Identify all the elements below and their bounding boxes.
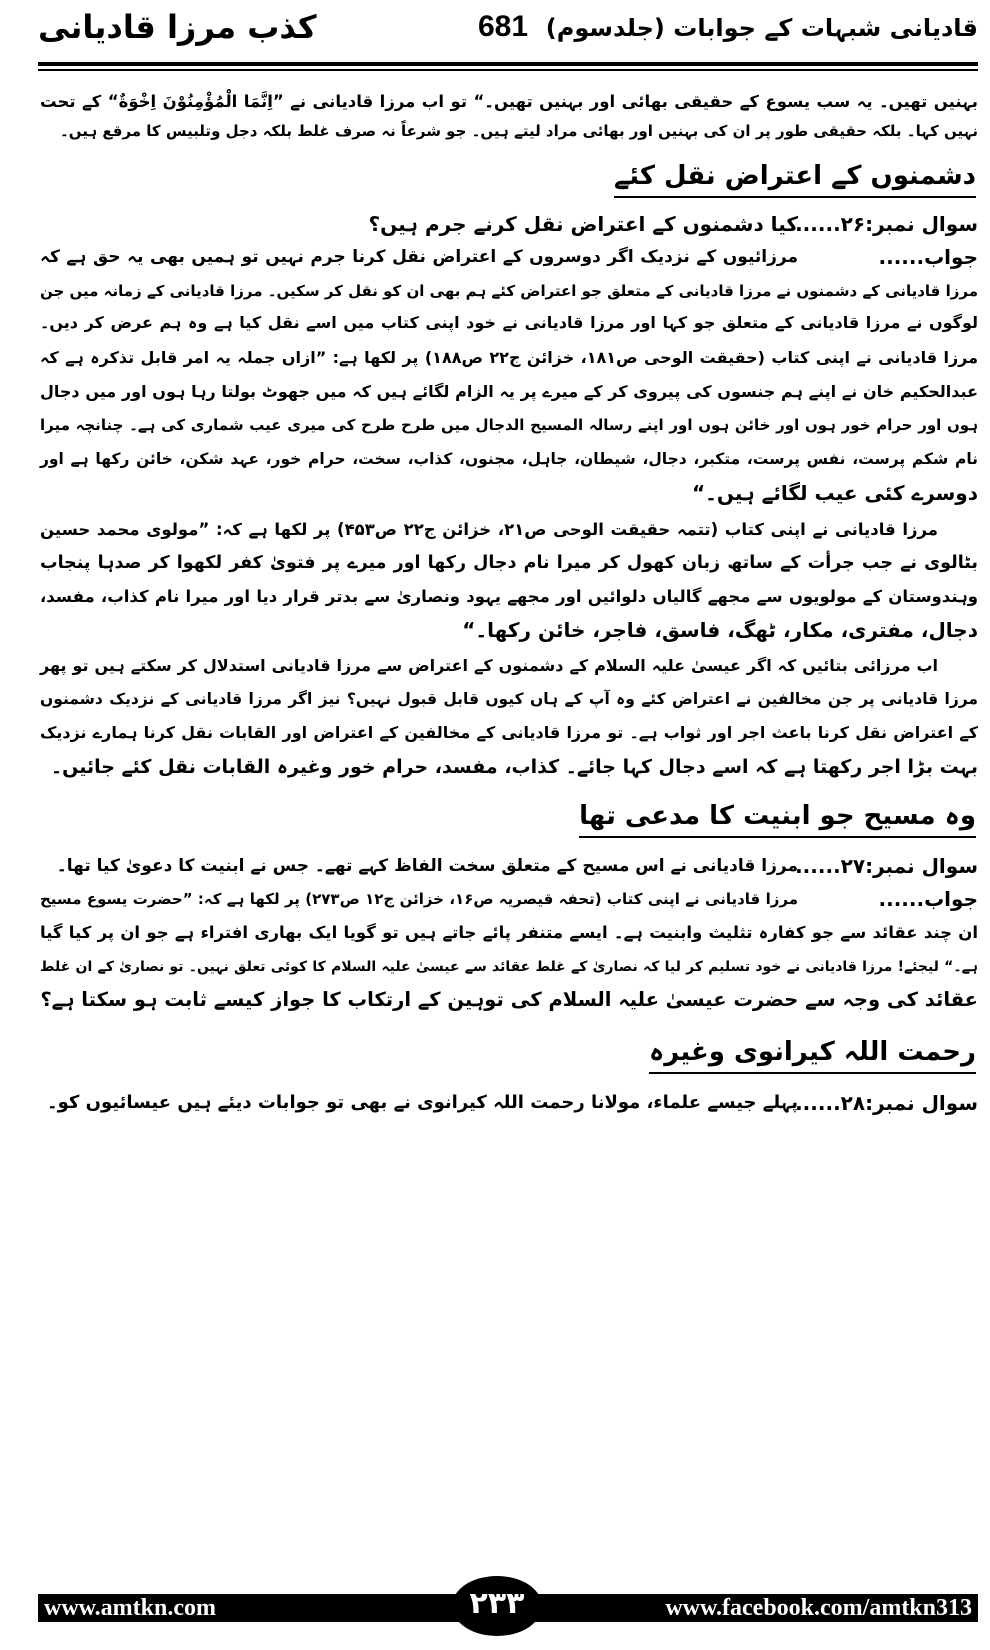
text-line: مرزا قادیانی کے دشمنوں نے مرزا قادیانی کے متعلق جو اعتراض کئے ہم بھی ان کو نقل کر سکیں۔ مرزا قادیانی کے زمانہ میں جن xyxy=(40,282,978,300)
book-title: قادیانی شبہات کے جوابات (جلدسوم) xyxy=(545,14,978,42)
section-heading: وہ مسیح جو ابنیت کا مدعی تھا xyxy=(579,796,976,838)
footer-page-number: ۲۳۳ xyxy=(452,1576,542,1636)
answer-label: جواب...... xyxy=(878,245,978,269)
page-number: 681 xyxy=(478,10,529,43)
answer-26 xyxy=(40,240,978,274)
text-line: اب مرزائی بتائیں کہ اگر عیسیٰ علیہ السلام کے دشمنوں کے اعتراض سے مرزا قادیانی استدلال کر سکتے ہیں تو پھر xyxy=(40,656,938,675)
answer-text: مرزا قادیانی نے اپنی کتاب (تحفہ قیصریہ ص۱۶، خزائن ج۱۲ ص۲۷۳) پر لکھا ہے کہ: ”حضرت یسوع مسیح xyxy=(40,890,798,908)
text-line: عبدالحکیم خان نے اپنے ہم جنسوں کی پیروی کر کے میرے پر یہ الزام لگائے ہیں کہ میں جھوٹ بولتا رہا ہوں اور میں دجال xyxy=(40,382,978,401)
text-line: ہے۔“ لیجئے! مرزا قادیانی نے خود تسلیم کر لیا کہ نصاریٰ کے غلط عقائد سے عیسیٰ علیہ السلام کا کوئی تعلق نہیں۔ تو نصاریٰ کے ان غلط xyxy=(40,959,978,975)
question-26 xyxy=(40,207,978,241)
text-line: دجال، مفتری، مکار، ٹھگ، فاسق، فاجر، خائن رکھا۔“ xyxy=(462,618,978,642)
answer-label: جواب...... xyxy=(878,887,978,911)
text-line: دوسرے کئی عیب لگائے ہیں۔“ xyxy=(691,481,978,505)
question-27 xyxy=(40,849,978,883)
section-heading: دشمنوں کے اعتراض نقل کئے xyxy=(614,156,976,198)
question-text: مرزا قادیانی نے اس مسیح کے متعلق سخت الفاظ کہے تھے۔ جس نے ابنیت کا دعویٰ کیا تھا۔ xyxy=(56,856,798,876)
text-line: مرزا قادیانی نے اپنی کتاب (تتمہ حقیقت الوحی ص۲۱، خزائن ج۲۲ ص۴۵۳) پر لکھا ہے کہ: ”مولوی محمد حسین xyxy=(40,520,938,539)
text-line: نام شکم پرست، نفس پرست، متکبر، دجال، شیطان، جاہل، مجنوں، کذاب، سخت، حرام خور، عہد شکن، خائن رکھا ہے اور xyxy=(40,450,978,468)
question-28 xyxy=(40,1086,978,1120)
text-line: نہیں کہا۔ بلکہ حقیقی طور پر ان کی بہنیں اور بھائی مراد لیتے ہیں۔ جو شرعاً نہ صرف غلط بلکہ دجل وتلبیس کا مرقع ہیں۔ xyxy=(59,122,978,140)
question-text: پہلے جیسے علماء، مولانا رحمت اللہ کیرانوی نے بھی تو جوابات دیئے ہیں عیسائیوں کو۔ xyxy=(47,1092,798,1113)
text-line: عقائد کی وجہ سے حضرت عیسیٰ علیہ السلام کی توہین کے ارتکاب کا جواز کیسے ثابت ہو سکتا ہے؟ xyxy=(40,988,978,1011)
question-text: کیا دشمنوں کے اعتراض نقل کرنے جرم ہیں؟ xyxy=(368,212,798,236)
text-line: وہندوستان کے مولویوں سے مجھے گالیاں دلوائیں اور مجھے یہود ونصاریٰ سے بدتر قرار دیا اور میرا نام کذاب، مفسد، xyxy=(40,587,978,606)
answer-text: مرزائیوں کے نزدیک اگر دوسروں کے اعتراض نقل کرنا جرم نہیں تو ہمیں بھی یہ حق ہے کہ xyxy=(40,247,798,267)
header-rule xyxy=(38,62,978,66)
text-line: مرزا قادیانی نے اپنی کتاب (حقیقت الوحی ص۱۸۱، خزائن ج۲۲ ص۱۸۸) پر لکھا ہے: ”ازاں جملہ یہ امر قابل تذکرہ ہے کہ xyxy=(40,348,979,367)
text-line: ان چند عقائد سے جو کفارہ تثلیث وابنیت ہے۔ ایسے متنفر پائے جاتے ہیں تو گویا ایک بھاری افتراء ہے جو ان پر کیا گیا xyxy=(40,923,978,942)
text-line: کے اعتراض نقل کرنا باعث اجر اور ثواب ہے۔ تو مرزا قادیانی کے مخالفین کے اعتراض اور القابات نقل کرنا ہمارے نزدیک xyxy=(40,723,978,742)
text-line: ہوں اور حرام خور ہوں اور خائن ہوں اور اپنے رسالہ المسیح الدجال میں طرح طرح کی میری عیب شماری کی ہے۔ چنانچہ میرا xyxy=(40,416,978,434)
text-line: لوگوں نے مرزا قادیانی کے متعلق جو کہا اور مرزا قادیانی نے خود اپنی کتاب میں اسے نقل کیا ہے وہ ہم عرض کر دیں۔ xyxy=(40,313,978,332)
section-title: کذب مرزا قادیانی xyxy=(38,8,317,46)
page-header xyxy=(38,4,978,56)
question-label: سوال نمبر:۲۷...... xyxy=(795,854,978,878)
website-link[interactable]: www.amtkn.com xyxy=(44,1595,216,1621)
text-line: بہت بڑا اجر رکھتا ہے کہ اسے دجال کہا جائے۔ کذاب، مفسد، حرام خور وغیرہ القابات نقل کئے جائیں۔ xyxy=(50,756,978,778)
answer-27 xyxy=(40,882,978,916)
text-line: بہنیں تھیں۔ یہ سب یسوع کے حقیقی بھائی اور بہنیں تھیں۔“ تو اب مرزا قادیانی نے ”اِنَّمَا الْمُؤْمِنُوْنَ اِخْوَةٌ“ کے تحت xyxy=(40,92,978,111)
text-line: مرزا قادیانی پر جن مخالفین نے اعتراض کئے وہ آپ کے ہاں کیوں قابل قبول نہیں؟ نیز اگر مرزا قادیانی کے نزدیک دشمنوں xyxy=(40,690,978,708)
question-label: سوال نمبر:۲۸...... xyxy=(795,1091,978,1115)
facebook-link[interactable]: www.facebook.com/amtkn313 xyxy=(665,1595,972,1621)
header-rule xyxy=(38,69,978,71)
text-line: بٹالوی نے جب جرأت کے ساتھ زبان کھول کر میرا نام دجال رکھا اور میرے پر فتویٰ کفر لکھوا کر صدہا پنجاب xyxy=(40,553,978,573)
section-heading: رحمت اللہ کیرانوی وغیرہ xyxy=(649,1032,976,1074)
question-label: سوال نمبر:۲۶...... xyxy=(795,212,978,236)
